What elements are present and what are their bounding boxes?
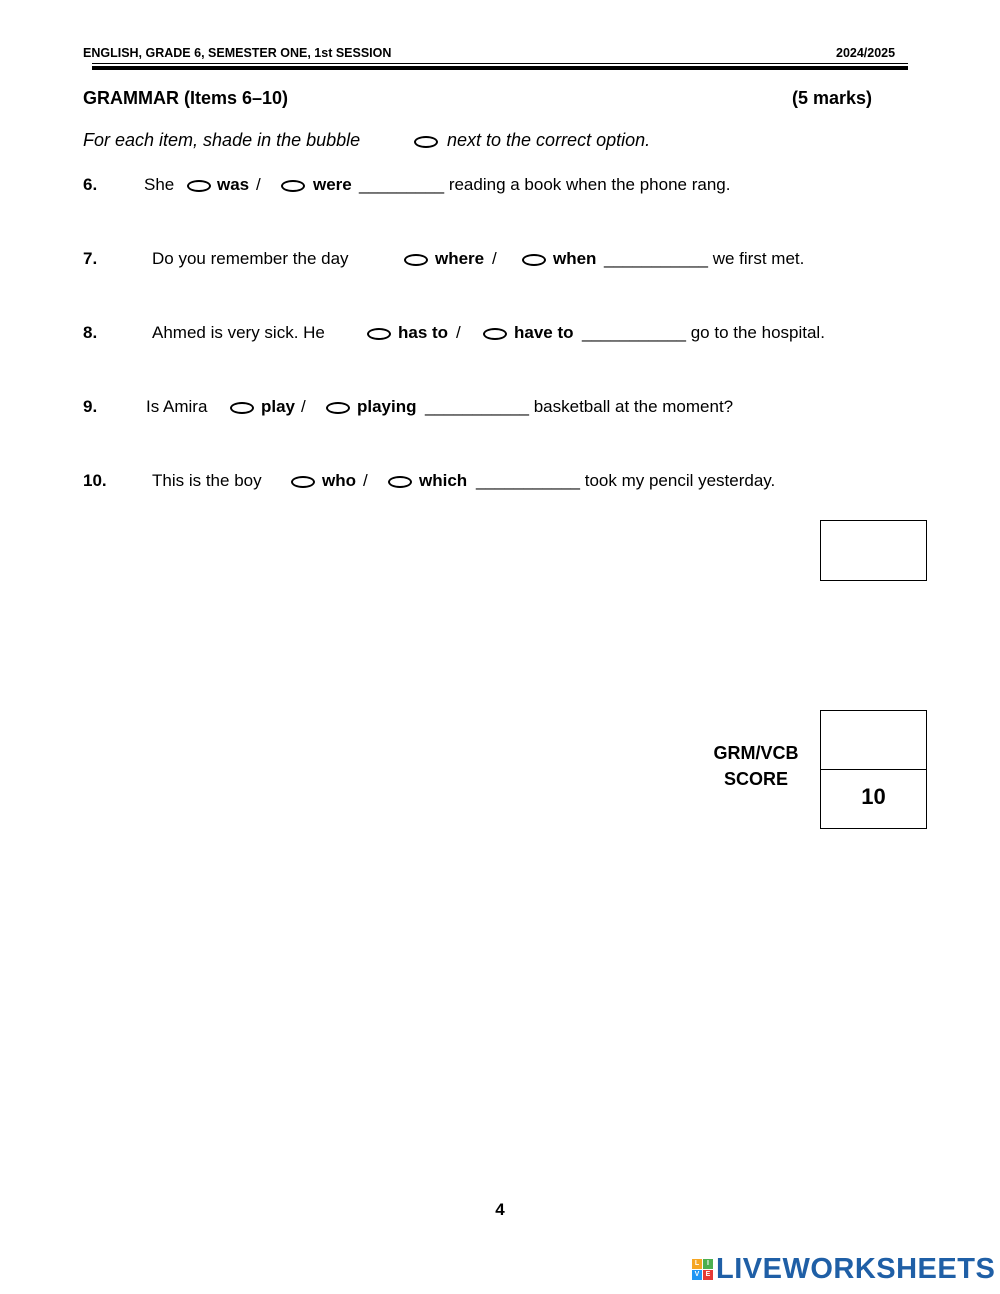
- option-b-label: have to: [514, 323, 574, 342]
- option-separator: /: [301, 397, 306, 416]
- header-rule-thick: [92, 66, 908, 70]
- item-number: 8.: [83, 323, 98, 342]
- bubble-option-b[interactable]: [388, 476, 412, 488]
- header-right: 2024/2025: [836, 46, 896, 60]
- page-number: 4: [495, 1200, 505, 1219]
- score-label-line1: GRM/VCB: [713, 743, 799, 763]
- section-title: GRAMMAR (Items 6–10): [83, 88, 289, 108]
- item-continuation: ___________ go to the hospital.: [582, 323, 825, 342]
- item-number: 10.: [83, 471, 107, 490]
- section-score-box[interactable]: [820, 520, 927, 581]
- option-separator: /: [492, 249, 497, 268]
- item-stem: She: [144, 175, 175, 194]
- liveworksheets-logo: [692, 1254, 995, 1284]
- bubble-option-b[interactable]: [522, 254, 546, 266]
- option-b-label: were: [313, 175, 352, 194]
- bubble-option-a[interactable]: [291, 476, 315, 488]
- bubble-option-b[interactable]: [281, 180, 305, 192]
- option-separator: /: [256, 175, 261, 194]
- item-continuation: ___________ took my pencil yesterday.: [476, 471, 776, 490]
- item-continuation: _________ reading a book when the phone rang.: [359, 175, 731, 194]
- logo-mark-letter: E: [703, 1270, 713, 1280]
- option-a-label: play: [261, 397, 296, 416]
- option-a-label: has to: [398, 323, 449, 342]
- option-a-label: was: [217, 175, 250, 194]
- item-continuation: ___________ we first met.: [604, 249, 805, 268]
- option-a-label: where: [435, 249, 485, 268]
- item-stem: Ahmed is very sick. He: [152, 323, 325, 342]
- option-separator: /: [363, 471, 368, 490]
- item-stem: Is Amira: [146, 397, 208, 416]
- bubble-option-a[interactable]: [367, 328, 391, 340]
- logo-text: LIVEWORKSHEETS: [716, 1252, 996, 1285]
- instruction-before: For each item, shade in the bubble: [83, 130, 361, 150]
- item-stem: This is the boy: [152, 471, 262, 490]
- section-marks: (5 marks): [792, 88, 873, 108]
- item-number: 9.: [83, 397, 98, 416]
- bubble-option-b[interactable]: [483, 328, 507, 340]
- bubble-option-a[interactable]: [187, 180, 211, 192]
- logo-mark-letter: L: [692, 1259, 702, 1269]
- logo-mark-icon: [692, 1259, 713, 1280]
- option-b-label: when: [553, 249, 597, 268]
- option-b-label: playing: [357, 397, 417, 416]
- instruction-bubble-icon: [414, 136, 438, 148]
- bubble-option-a[interactable]: [230, 402, 254, 414]
- instruction-after: next to the correct option.: [447, 130, 651, 150]
- score-input-box[interactable]: [820, 710, 927, 770]
- logo-mark-letter: I: [703, 1259, 713, 1269]
- score-label-line2: SCORE: [723, 769, 788, 789]
- item-number: 6.: [83, 175, 98, 194]
- logo-mark-letter: V: [692, 1270, 702, 1280]
- bubble-option-a[interactable]: [404, 254, 428, 266]
- item-stem: Do you remember the day: [152, 249, 349, 268]
- bubble-option-b[interactable]: [326, 402, 350, 414]
- item-number: 7.: [83, 249, 98, 268]
- option-separator: /: [456, 323, 461, 342]
- header-rule-thin: [92, 63, 908, 64]
- option-b-label: which: [419, 471, 468, 490]
- option-a-label: who: [322, 471, 356, 490]
- item-continuation: ___________ basketball at the moment?: [425, 397, 734, 416]
- header-left: ENGLISH, GRADE 6, SEMESTER ONE, 1st SESSION: [83, 46, 392, 60]
- score-total: 10: [861, 784, 886, 809]
